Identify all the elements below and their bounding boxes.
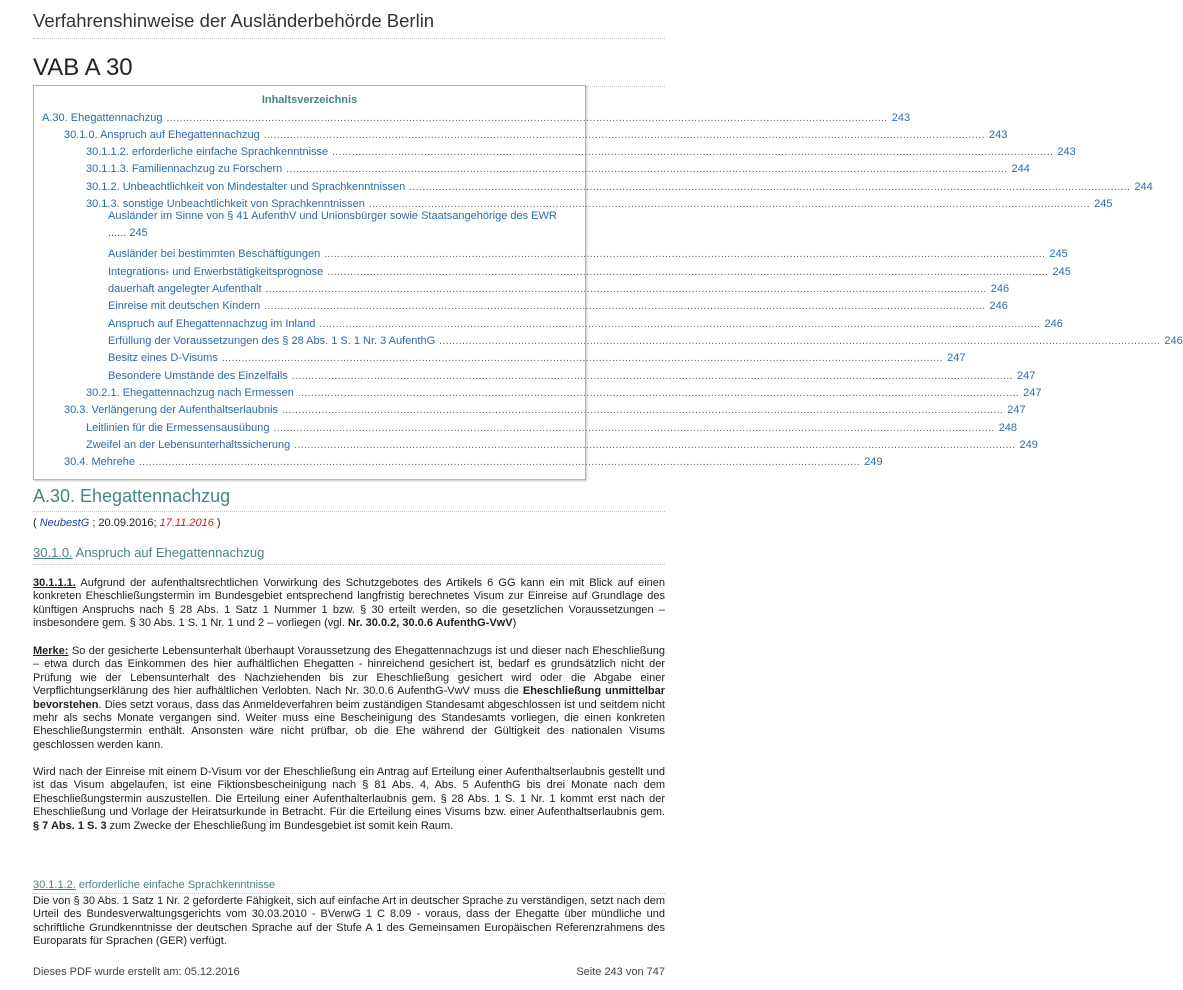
toc-item[interactable]: Erfüllung der Voraussetzungen des § 28 Abs. 1 S. 1 Nr. 3 AufenthG ............................................................................................................................................................................................................................ 246: [108, 335, 1183, 347]
toc-item[interactable]: Einreise mit deutschen Kindern ............................................................................................................................................................................................................................ 246: [108, 300, 1008, 312]
toc-item[interactable]: A.30. Ehegattennachzug ............................................................................................................................................................................................................................ 243: [42, 112, 911, 124]
toc-item[interactable]: dauerhaft angelegter Aufenthalt ............................................................................................................................................................................................................................ 246: [108, 283, 1010, 295]
toc-item[interactable]: Integrations- und Erwerbstätigkeitsprognose ............................................................................................................................................................................................................................ 245: [108, 266, 1071, 278]
footer-created: Dieses PDF wurde erstellt am: 05.12.2016: [33, 966, 240, 978]
paragraph-sprachkenntnisse: Die von § 30 Abs. 1 Satz 1 Nr. 2 geforderte Fähigkeit, sich auf einfache Art in deutscher Sprache zu verständigen, setzt nach dem Urteil des Bundesverwaltungsgerichts vom 30.03.2010 - BVerwG 1 C 8.09 - voraus, dass der Ehegatte über mündliche und schriftliche Grundkenntnisse der deutschen Sprache auf der Stufe A 1 des Gemeinsamen Europäischen Referenzrahmens des Europarats für Sprachen (GER) verfügt.: [33, 895, 665, 948]
document-title: VAB A 30: [33, 54, 665, 87]
toc-item[interactable]: 30.1.1.2. erforderliche einfache Sprachkenntnisse ............................................................................................................................................................................................................................ 243: [86, 146, 1076, 158]
toc-item[interactable]: 30.2.1. Ehegattennachzug nach Ermessen ............................................................................................................................................................................................................................ 247: [86, 387, 1042, 399]
paragraph-merke: Merke: So der gesicherte Lebensunterhalt überhaupt Voraussetzung des Ehegattennachzugs ist und dieser nach Eheschließung – etwa durch das Einkommen des hier aufhältlichen Ehegatten - hinreichend gesichert ist, bedarf es grundsätzlich nicht der Prüfung wie der Lebensunterhalt des Nachziehenden bis zur Eheschließung gesichert wird oder die Abgabe einer Verpflichtungserklärung des hier aufhältlichen Verlobten. Nach Nr. 30.0.6 AufenthG-VwV muss die Eheschließung unmittelbar bevorstehen. Dies setzt voraus, dass das Anmeldeverfahren beim zuständigen Standesamt abgeschlossen ist und seitdem nicht mehr als sechs Monate vergangen sind. Weiter muss eine Bescheinigung des Standesamts vorliegen, die einen konkreten Eheschließungstermin enthält. Ansonsten wäre nicht prüfbar, ob die Ehe während der Gültigkeit des nationalen Visums geschlossen werden kann.: [33, 645, 665, 751]
reference: Nr. 30.0.2, 30.0.6 AufenthG-VwV: [347, 617, 513, 630]
version-note: ( NeubestG ; 20.09.2016; 17.11.2016 ): [33, 517, 221, 529]
toc-item[interactable]: Anspruch auf Ehegattennachzug im Inland ............................................................................................................................................................................................................................ 246: [108, 318, 1063, 330]
subsection-heading: [33, 545, 665, 565]
toc-item[interactable]: Ausländer bei bestimmten Beschäftigungen ............................................................................................................................................................................................................................ 245: [108, 248, 1068, 260]
toc-item[interactable]: Besitz eines D-Visums ............................................................................................................................................................................................................................ 247: [108, 352, 966, 364]
paragraph-number: 30.1.1.1.: [33, 577, 76, 589]
subsection-title: Anspruch auf Ehegattennachzug: [72, 545, 265, 560]
section-heading: A.30. Ehegattennachzug: [33, 486, 665, 512]
toc-item[interactable]: 30.4. Mehrehe ............................................................................................................................................................................................................................ 249: [64, 456, 883, 468]
toc-title: Inhaltsverzeichnis: [261, 94, 358, 106]
toc-item[interactable]: 30.3. Verlängerung der Aufenthaltserlaubnis ............................................................................................................................................................................................................................ 247: [64, 404, 1026, 416]
toc-item[interactable]: 30.1.0. Anspruch auf Ehegattennachzug ............................................................................................................................................................................................................................ 243: [64, 129, 1008, 141]
toc-item[interactable]: Zweifel an der Lebensunterhaltssicherung ............................................................................................................................................................................................................................ 249: [86, 439, 1038, 451]
document-header: Verfahrenshinweise der Ausländerbehörde Berlin: [33, 10, 665, 39]
version-changed-date: 17.11.2016: [159, 517, 214, 529]
toc-item[interactable]: Ausländer im Sinne von § 41 AufenthV und Unionsbürger sowie Staatsangehörige des EWR ...... 245: [108, 210, 557, 239]
footer-page: Seite 243 von 747: [576, 966, 665, 978]
subsubsection-heading: 30.1.1.2. erforderliche einfache Sprachkenntnisse: [33, 879, 665, 894]
toc-item[interactable]: Leitlinien für die Ermessensausübung ............................................................................................................................................................................................................................ 248: [86, 422, 1018, 434]
toc-item[interactable]: 30.1.2. Unbeachtlichkeit von Mindestalter und Sprachkenntnissen ............................................................................................................................................................................................................................ 244: [86, 181, 1153, 193]
subsection-number: 30.1.0.: [33, 545, 73, 560]
toc-item[interactable]: 30.1.1.3. Familiennachzug zu Forschern ............................................................................................................................................................................................................................ 244: [86, 163, 1030, 175]
paragraph-visa: Wird nach der Einreise mit einem D-Visum vor der Eheschließung ein Antrag auf Erteilung einer Aufenthaltserlaubnis gestellt und ist das Visum abgelaufen, ist eine Fiktionsbescheinigung nach § 81 Abs. 4, Abs. 5 AufenthG bis drei Monate nach dem Eheschließungstermin auszustellen. Die Erteilung einer Aufenthalterlaubnis gem. § 28 Abs. 1 S. 1 Nr. 1 kommt erst nach der Eheschließung und Vorlage der Heiratsurkunde in Betracht. Für die Erteilung eines Visums bzw. einer Aufenthaltserlaubnis gem. § 7 Abs. 1 S. 3 zum Zwecke der Eheschließung im Bundesgebiet ist somit kein Raum.: [33, 766, 665, 832]
table-of-contents: [33, 85, 1183, 480]
toc-item[interactable]: Besondere Umstände des Einzelfalls ............................................................................................................................................................................................................................ 247: [108, 370, 1036, 382]
toc-item[interactable]: 30.1.3. sonstige Unbeachtlichkeit von Sprachkenntnissen ............................................................................................................................................................................................................................ 245: [86, 198, 1113, 210]
subsubsection-number: 30.1.1.2.: [33, 879, 76, 891]
merke-label: Merke:: [33, 645, 69, 657]
version-author-link[interactable]: NeubestG: [39, 517, 90, 529]
paragraph-30-1-1-1: 30.1.1.1. Aufgrund der aufenthaltsrechtlichen Vorwirkung des Schutzgebotes des Artikels 6 GG kann ein mit Blick auf einen konkreten Eheschließungstermin im Bundesgebiet entsprechend langfristig berechnetes Visum zur Einreise auf Grundlage des künftigen Anspruchs nach § 28 Abs. 1 Satz 1 Nummer 1 bzw. § 30 erteilt werden, so die gesetzlichen Voraussetzungen – insbesondere gem. § 30 Abs. 1 S. 1 Nr. 1 und 2 – vorliegen (vgl. Nr. 30.0.2, 30.0.6 AufenthG-VwV): [33, 577, 665, 630]
